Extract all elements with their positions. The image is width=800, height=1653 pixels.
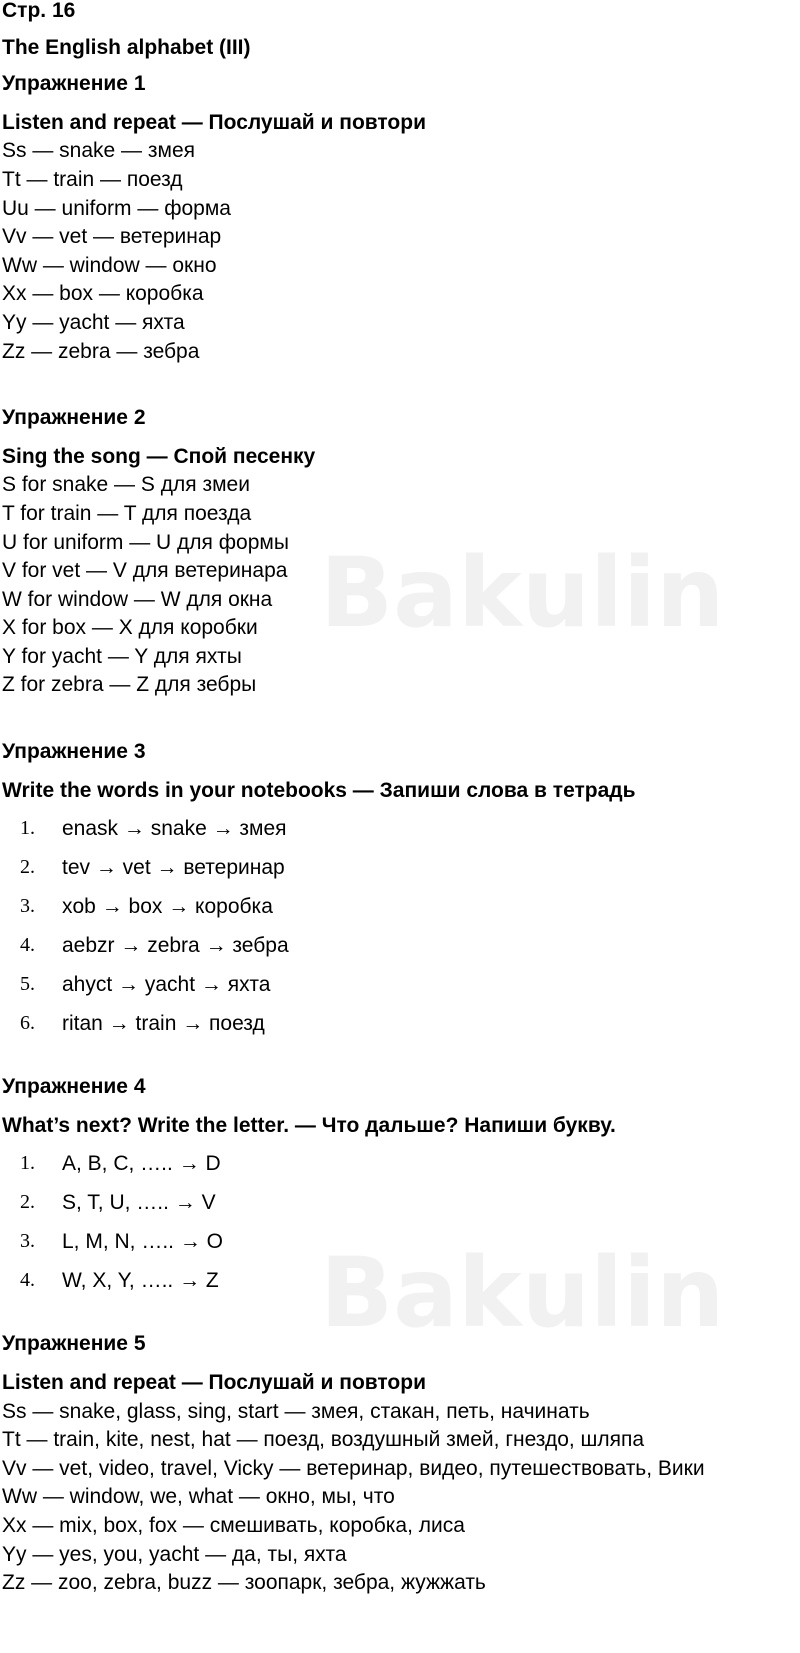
list-item bbox=[2, 887, 800, 926]
item-number: 4. bbox=[20, 934, 35, 957]
item-text: W, X, Y, ….. → Z bbox=[62, 1269, 219, 1293]
list-item bbox=[2, 1004, 800, 1043]
text-line: Ww — window, we, what — окно, мы, что bbox=[2, 1485, 395, 1509]
exercise-4 bbox=[2, 1073, 800, 1300]
list-item bbox=[2, 848, 800, 887]
list-item bbox=[2, 809, 800, 848]
item-text: enask → snake → змея bbox=[62, 817, 287, 841]
item-number: 6. bbox=[20, 1012, 35, 1035]
text-line: T for train — T для поезда bbox=[2, 501, 252, 525]
exercise-instruction: What’s next? Write the letter. — Что дальше? Напиши букву. bbox=[2, 1113, 616, 1137]
item-text: L, M, N, ….. → O bbox=[62, 1230, 224, 1254]
item-text: A, B, C, ….. → D bbox=[62, 1152, 221, 1176]
text-line: V for vet — V для ветеринара bbox=[2, 559, 288, 583]
item-number: 1. bbox=[20, 1152, 35, 1175]
text-line: Yy — yacht — яхта bbox=[2, 310, 185, 334]
list-item bbox=[2, 926, 800, 965]
item-number: 3. bbox=[20, 895, 35, 918]
item-number: 4. bbox=[20, 1269, 35, 1292]
exercise-3 bbox=[2, 738, 800, 1043]
exercise-instruction: Sing the song — Спой песенку bbox=[2, 444, 316, 468]
item-text: tev → vet → ветеринар bbox=[62, 856, 285, 880]
exercise-heading: Упражнение 2 bbox=[2, 406, 146, 430]
exercise-instruction: Write the words in your notebooks — Запиши слова в тетрадь bbox=[2, 778, 636, 802]
item-text: aebzr → zebra → зебра bbox=[62, 934, 289, 958]
item-text: xob → box → коробка bbox=[62, 895, 273, 919]
list-item bbox=[2, 1261, 800, 1300]
exercise-instruction: Listen and repeat — Послушай и повтори bbox=[2, 1371, 426, 1395]
exercise-instruction: Listen and repeat — Послушай и повтори bbox=[2, 110, 426, 134]
page-title: The English alphabet (III) bbox=[2, 35, 251, 59]
watermark: Bakulin bbox=[320, 1237, 725, 1349]
item-text: S, T, U, ….. → V bbox=[62, 1191, 216, 1215]
list-item bbox=[2, 1222, 800, 1261]
item-number: 1. bbox=[20, 817, 35, 840]
page-label: Стр. 16 bbox=[2, 0, 76, 22]
list-item bbox=[2, 1144, 800, 1183]
exercise-heading: Упражнение 4 bbox=[2, 1075, 146, 1099]
text-line: Xx — box — коробка bbox=[2, 282, 204, 306]
text-line: Zz — zoo, zebra, buzz — зоопарк, зебра, жужжать bbox=[2, 1571, 486, 1595]
text-line: W for window — W для окна bbox=[2, 587, 273, 611]
text-line: Tt — train, kite, nest, hat — поезд, воздушный змей, гнездо, шляпа bbox=[2, 1428, 645, 1452]
text-line: Ss — snake — змея bbox=[2, 139, 195, 163]
text-line: Ww — window — окно bbox=[2, 253, 217, 277]
text-line: U for uniform — U для формы bbox=[2, 530, 289, 554]
item-text: ahyct → yacht → яхта bbox=[62, 973, 271, 997]
exercise-1 bbox=[2, 70, 800, 366]
text-line: Z for zebra — Z для зебры bbox=[2, 673, 257, 697]
item-number: 2. bbox=[20, 856, 35, 879]
text-line: Ss — snake, glass, sing, start — змея, стакан, петь, начинать bbox=[2, 1399, 590, 1423]
numbered-list bbox=[2, 809, 800, 1043]
exercise-5 bbox=[2, 1330, 800, 1597]
text-line: Tt — train — поезд bbox=[2, 167, 183, 191]
exercise-heading: Упражнение 1 bbox=[2, 72, 146, 96]
exercise-heading: Упражнение 3 bbox=[2, 740, 146, 764]
text-line: Zz — zebra — зебра bbox=[2, 339, 200, 363]
text-line: Yy — yes, you, yacht — да, ты, яхта bbox=[2, 1542, 347, 1566]
text-line: X for box — X для коробки bbox=[2, 616, 258, 640]
exercise-heading: Упражнение 5 bbox=[2, 1332, 146, 1356]
item-number: 5. bbox=[20, 973, 35, 996]
item-text: ritan → train → поезд bbox=[62, 1012, 265, 1036]
item-number: 3. bbox=[20, 1230, 35, 1253]
text-line: Vv — vet, video, travel, Vicky — ветеринар, видео, путешествовать, Вики bbox=[2, 1456, 705, 1480]
list-item bbox=[2, 1183, 800, 1222]
item-number: 2. bbox=[20, 1191, 35, 1214]
text-line: S for snake — S для змеи bbox=[2, 473, 250, 497]
text-line: Xx — mix, box, fox — смешивать, коробка, лиса bbox=[2, 1514, 465, 1537]
list-item bbox=[2, 965, 800, 1004]
text-line: Vv — vet — ветеринар bbox=[2, 225, 222, 249]
text-line: Uu — uniform — форма bbox=[2, 196, 231, 220]
exercise-2 bbox=[2, 404, 800, 700]
watermark: Bakulin bbox=[320, 537, 725, 649]
numbered-list bbox=[2, 1144, 800, 1300]
text-line: Y for yacht — Y для яхты bbox=[2, 644, 242, 668]
